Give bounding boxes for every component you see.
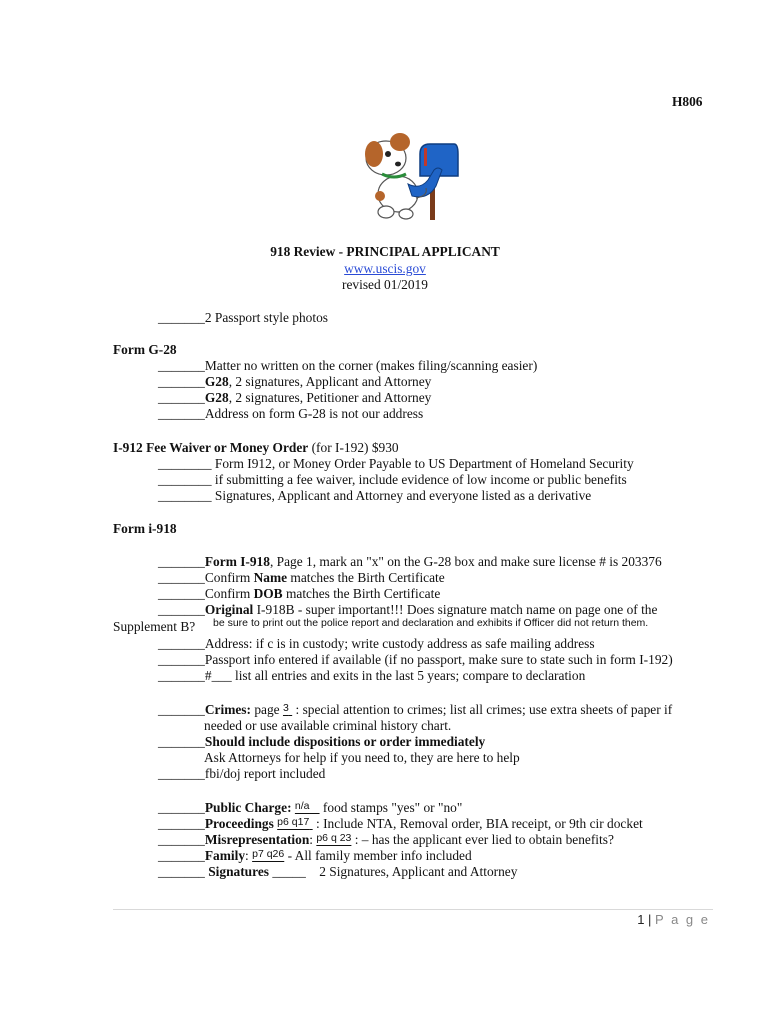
i918-item: _______Address: if c is in custody; write custody address as safe mailing address [158,636,595,651]
crimes-item-continuation: needed or use available criminal history chart. [204,718,452,733]
i912-item: ________ Signatures, Applicant and Attorney and everyone listed as a derivative [158,488,592,503]
photos-line: _______2 Passport style photos [158,310,328,325]
i918-item: _______#___ list all entries and exits in the last 5 years; compare to declaration [158,668,586,683]
i918-heading: Form i-918 [113,521,177,536]
i918-item: _______Original I-918B - super important!!! Does signature match name on page one of the [158,602,658,617]
i912-heading: I-912 Fee Waiver or Money Order (for I-192) $930 [113,440,399,455]
handwritten-note: be sure to print out the police report and declaration and exhibits if Officer did not return them. [213,617,649,629]
fbi-item: _______fbi/doj report included [158,766,326,781]
g28-item: _______G28, 2 signatures, Applicant and Attorney [158,374,432,389]
proceedings-item: _______Proceedings $^{p6 q17}$ : Include NTA, Removal order, BIA receipt, or 9th cir docket [158,816,643,831]
misrepresentation-fill: p6 q 23 [316,832,352,844]
i918-item: _______Passport info entered if available (if no passport, make sure to state such in form I-192) [158,652,673,667]
misrepresentation-item: _______Misrepresentation: $^{p6 q 23}$ : – has the applicant ever lied to obtain benefits? [158,832,614,847]
proceedings-fill: p6 q17 [277,816,310,828]
website-link-wrap [0,261,770,277]
footer-divider [113,909,713,910]
document-code: H806 [672,94,703,109]
i918-item-continuation: Supplement B? [113,619,196,634]
i918-item: _______Confirm Name matches the Birth Certificate [158,570,445,585]
i912-item: ________ Form I912, or Money Order Payable to US Department of Homeland Security [158,456,634,471]
crimes-page-fill: 3 [282,702,289,714]
page-number: 1 [637,912,645,927]
public-charge-item: _______Public Charge: $^{n/a}$ food stamps "yes" or "no" [158,800,463,815]
g28-heading: Form G-28 [113,342,177,357]
revised-date: revised 01/2019 [342,277,428,292]
page-footer [600,912,710,927]
crimes-item: _______Crimes: page $^3$ : special attention to crimes; list all crimes; use extra sheets of paper if [158,702,673,717]
g28-item: _______Address on form G-28 is not our address [158,406,424,421]
g28-item: _______Matter no written on the corner (makes filing/scanning easier) [158,358,538,373]
family-item: _______Family: $^{p7 q26}$ - All family member info included [158,848,472,863]
website-link[interactable]: www.uscis.gov [344,261,426,276]
ask-attorneys-note: Ask Attorneys for help if you need to, they are here to help [204,750,520,765]
footer-separator: | [644,912,656,927]
g28-item: _______G28, 2 signatures, Petitioner and Attorney [158,390,432,405]
signatures-item: _______ Signatures _____ 2 Signatures, Applicant and Attorney [158,864,518,879]
dispositions-item: _______Should include dispositions or order immediately [158,734,486,749]
family-fill: p7 q26 [252,848,285,860]
public-charge-fill: n/a [294,800,310,812]
document-title: 918 Review - PRINCIPAL APPLICANT [270,244,500,259]
i918-item: _______Confirm DOB matches the Birth Certificate [158,586,441,601]
i912-item: ________ if submitting a fee waiver, include evidence of low income or public benefits [158,472,627,487]
i918-item: _______Form I-918, Page 1, mark an "x" on the G-28 box and make sure license # is 203376 [158,554,662,569]
dog-mailbox-clipart [358,124,462,224]
page-word: P a g e [655,912,710,927]
